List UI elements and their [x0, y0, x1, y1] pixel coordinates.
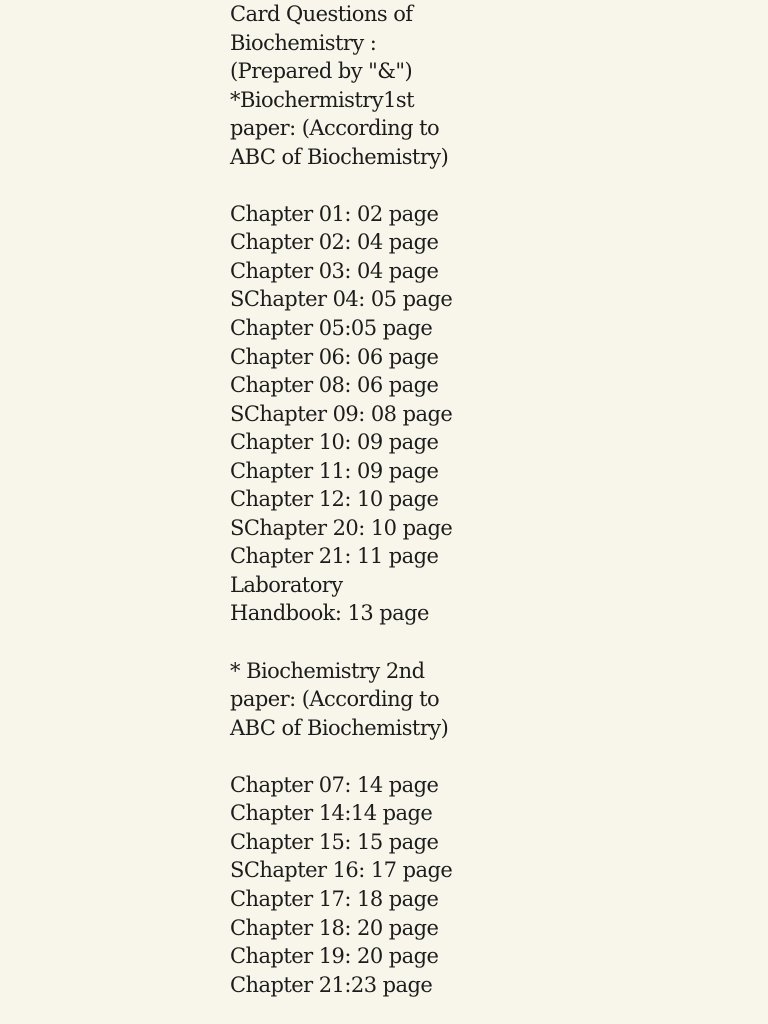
- chapter-entry: SChapter 20: 10 page: [230, 515, 453, 540]
- chapter-entry: Chapter 12: 10 page: [230, 487, 439, 512]
- chapter-entry: Chapter 01: 02 page: [230, 201, 439, 226]
- chapter-entry: Chapter 02: 04 page: [230, 230, 439, 255]
- document-page: [230, 0, 530, 999]
- chapter-entry: Chapter 03: 04 page: [230, 258, 439, 283]
- header-line: (Prepared by "&"): [230, 59, 413, 84]
- header-line: Card Questions of: [230, 2, 413, 26]
- chapter-entry: Chapter 14:14 page: [230, 801, 433, 826]
- chapter-entry: Chapter 15: 15 page: [230, 829, 439, 854]
- document-header: [230, 0, 530, 171]
- chapter-entry: Chapter 08: 06 page: [230, 373, 439, 398]
- chapter-entry: Chapter 05:05 page: [230, 316, 433, 341]
- paper1-chapter-list: [230, 200, 530, 628]
- chapter-entry: Chapter 19: 20 page: [230, 944, 439, 969]
- heading-line: paper: (According to: [230, 687, 440, 712]
- chapter-entry: SChapter 09: 08 page: [230, 401, 453, 426]
- spacer: [230, 171, 530, 200]
- chapter-entry: Chapter 21: 11 page: [230, 544, 439, 569]
- chapter-entry: Handbook: 13 page: [230, 601, 429, 626]
- paper2-heading: [230, 657, 530, 743]
- header-line: paper: (According to: [230, 116, 440, 141]
- chapter-entry: Chapter 17: 18 page: [230, 886, 439, 911]
- spacer: [230, 742, 530, 771]
- chapter-entry: Chapter 11: 09 page: [230, 458, 439, 483]
- chapter-entry: Chapter 10: 09 page: [230, 430, 439, 455]
- chapter-entry: SChapter 04: 05 page: [230, 287, 453, 312]
- header-line: ABC of Biochemistry): [230, 144, 449, 169]
- chapter-entry: Chapter 07: 14 page: [230, 772, 439, 797]
- header-line: Biochemistry :: [230, 30, 377, 55]
- paper2-chapter-list: [230, 771, 530, 999]
- chapter-entry: SChapter 16: 17 page: [230, 858, 453, 883]
- chapter-entry: Chapter 21:23 page: [230, 972, 433, 997]
- chapter-entry: Chapter 06: 06 page: [230, 344, 439, 369]
- chapter-entry: Chapter 18: 20 page: [230, 915, 439, 940]
- chapter-entry: Laboratory: [230, 572, 343, 597]
- heading-line: ABC of Biochemistry): [230, 715, 449, 740]
- header-line: *Biochermistry1st: [230, 87, 415, 112]
- heading-line: * Biochemistry 2nd: [230, 658, 425, 683]
- spacer: [230, 628, 530, 657]
